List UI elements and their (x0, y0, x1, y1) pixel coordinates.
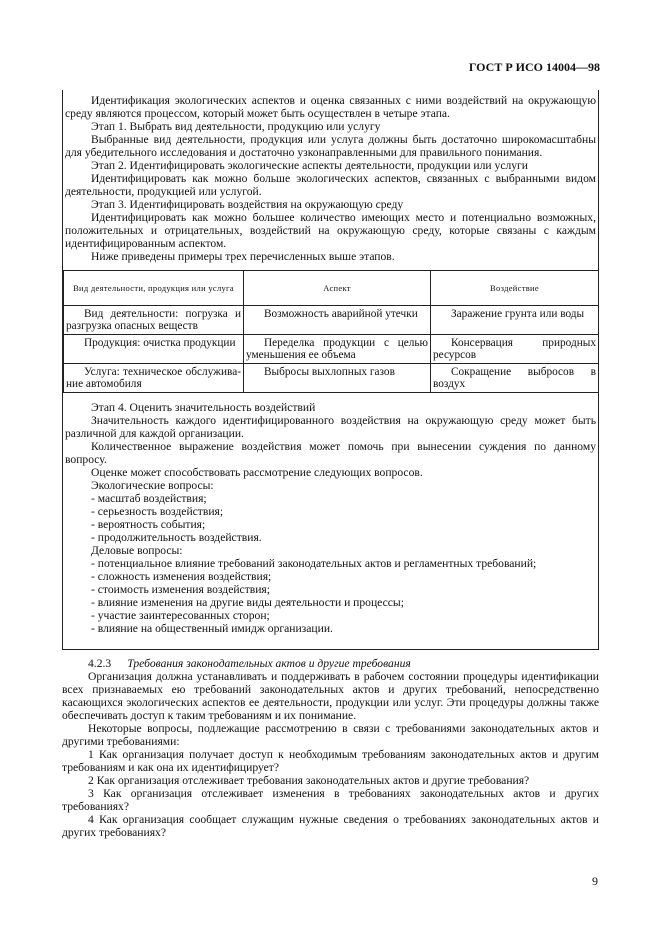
paragraph: Этап 2. Идентифицировать экологические аспекты деятельности, продукции или услуги (91, 159, 529, 172)
paragraph: Количественное выражение воздействия может помочь при вынесении суждения по данному вопросу. (65, 440, 596, 466)
table-cell: Возможность аварийной утечки (244, 306, 431, 335)
table-cell: Переделка продукции с целью уменьшения ее объема (244, 335, 431, 364)
column-header: Воздействие (431, 271, 599, 306)
list-item: - влияние на общественный имидж организации. (91, 622, 333, 635)
paragraph: Этап 1. Выбрать вид деятельности, продукцию или услугу (91, 120, 381, 133)
paragraph: Значительность каждого идентифицированного воздействия на окружающую среду может быть различной для каждой организации. (65, 414, 596, 440)
table-row (64, 335, 599, 364)
section-number: 4.2.3 (88, 657, 112, 670)
table-cell: Заражение грунта или воды (431, 306, 599, 335)
paragraph: Деловые вопросы: (91, 544, 183, 557)
paragraph: Идентификация экологических аспектов и оценка связанных с ними воздействий на окружающую среду являются процессом, который может быть осуществлен в четыре этапа. (65, 94, 596, 120)
list-item: - влияние изменения на другие виды деятельности и процессы; (91, 596, 404, 609)
list-item: - масштаб воздействия; (91, 492, 207, 505)
page-number: 9 (592, 874, 598, 888)
paragraph: Оценке может способствовать рассмотрение следующих вопросов. (91, 466, 423, 479)
section-title: Требования законодательных актов и другие требования (127, 657, 411, 670)
table-cell: Консервация природных ресурсов (431, 335, 599, 364)
paragraph: Экологические вопросы: (91, 479, 214, 492)
column-header: Аспект (244, 271, 431, 306)
table-row (64, 306, 599, 335)
paragraph: Организация должна устанавливать и поддерживать в рабочем состоянии процедуры идентификации всех признаваемых ею требований законодательных актов и других требований, непосредственно касающихся экологических аспектов ее деятельности, продукции или услуг. Эти процедуры должны также обеспечивать доступ к таким требованиям и их понимание. (62, 670, 599, 722)
paragraph: Выбранные вид деятельности, продукция или услуга должны быть достаточно широкомасштабны для убедительного исследования и достаточно узконаправленными для правильного понимания. (65, 133, 596, 159)
list-item: - потенциальное влияние требований законодательных актов и регламентных требований; (91, 557, 537, 570)
paragraph: Этап 3. Идентифицировать воздействия на окружающую среду (91, 198, 404, 211)
table-cell: Вид деятельности: погрузка и разгрузка опасных веществ (64, 306, 244, 335)
paragraph: 1 Как организация получает доступ к необходимым требованиям законодательных актов и другим требованиям и как она их идентифицирует? (62, 748, 599, 774)
list-item: - участие заинтересованных сторон; (91, 609, 270, 622)
paragraph: 4 Как организация сообщает служащим нужные сведения о требованиях законодательных актов и других требованиях? (62, 813, 599, 839)
list-item: - серьезность воздействия; (91, 505, 224, 518)
table-cell: Услуга: техническое обслуживание автомобиля (64, 364, 244, 393)
paragraph: 3 Как организация отслеживает изменения в требованиях законодательных актов и других требованиях? (62, 787, 599, 813)
examples-table (63, 270, 599, 393)
list-item: - стоимость изменения воздействия; (91, 583, 270, 596)
table-header-row (64, 271, 599, 306)
list-item: - сложность изменения воздействия; (91, 570, 272, 583)
paragraph: Этап 4. Оценить значительность воздействий (91, 401, 316, 414)
paragraph: Идентифицировать как можно больше экологических аспектов, связанных с выбранными видом деятельности, продукцией или услугой. (65, 172, 596, 198)
table-cell: Продукция: очистка продукции (64, 335, 244, 364)
list-item: - продолжительность воздействия. (91, 531, 262, 544)
paragraph: 2 Как организация отслеживает требования законодательных актов и другие требования? (88, 774, 530, 787)
paragraph: Ниже приведены примеры трех перечисленных выше этапов. (91, 250, 395, 263)
table-cell: Выбросы выхлопных газов (244, 364, 431, 393)
list-item: - вероятность события; (91, 518, 206, 531)
column-header: Вид деятельности, продукция или услуга (64, 271, 244, 306)
section-heading (62, 657, 599, 670)
boxed-content (62, 90, 599, 650)
paragraph: Идентифицировать как можно большее количество имеющих место и потенциально возможных, положительных и отрицательных, воздействий на окружающую среду, которые связаны с каждым идентифицированным аспектом. (65, 211, 596, 250)
table-cell: Сокращение выбросов в воздух (431, 364, 599, 393)
section-4-2-3 (62, 657, 599, 839)
table-row (64, 364, 599, 393)
document-header: ГОСТ Р ИСО 14004—98 (468, 60, 600, 74)
paragraph: Некоторые вопросы, подлежащие рассмотрению в связи с требованиями законодательных актов и другими требованиями: (62, 722, 599, 748)
